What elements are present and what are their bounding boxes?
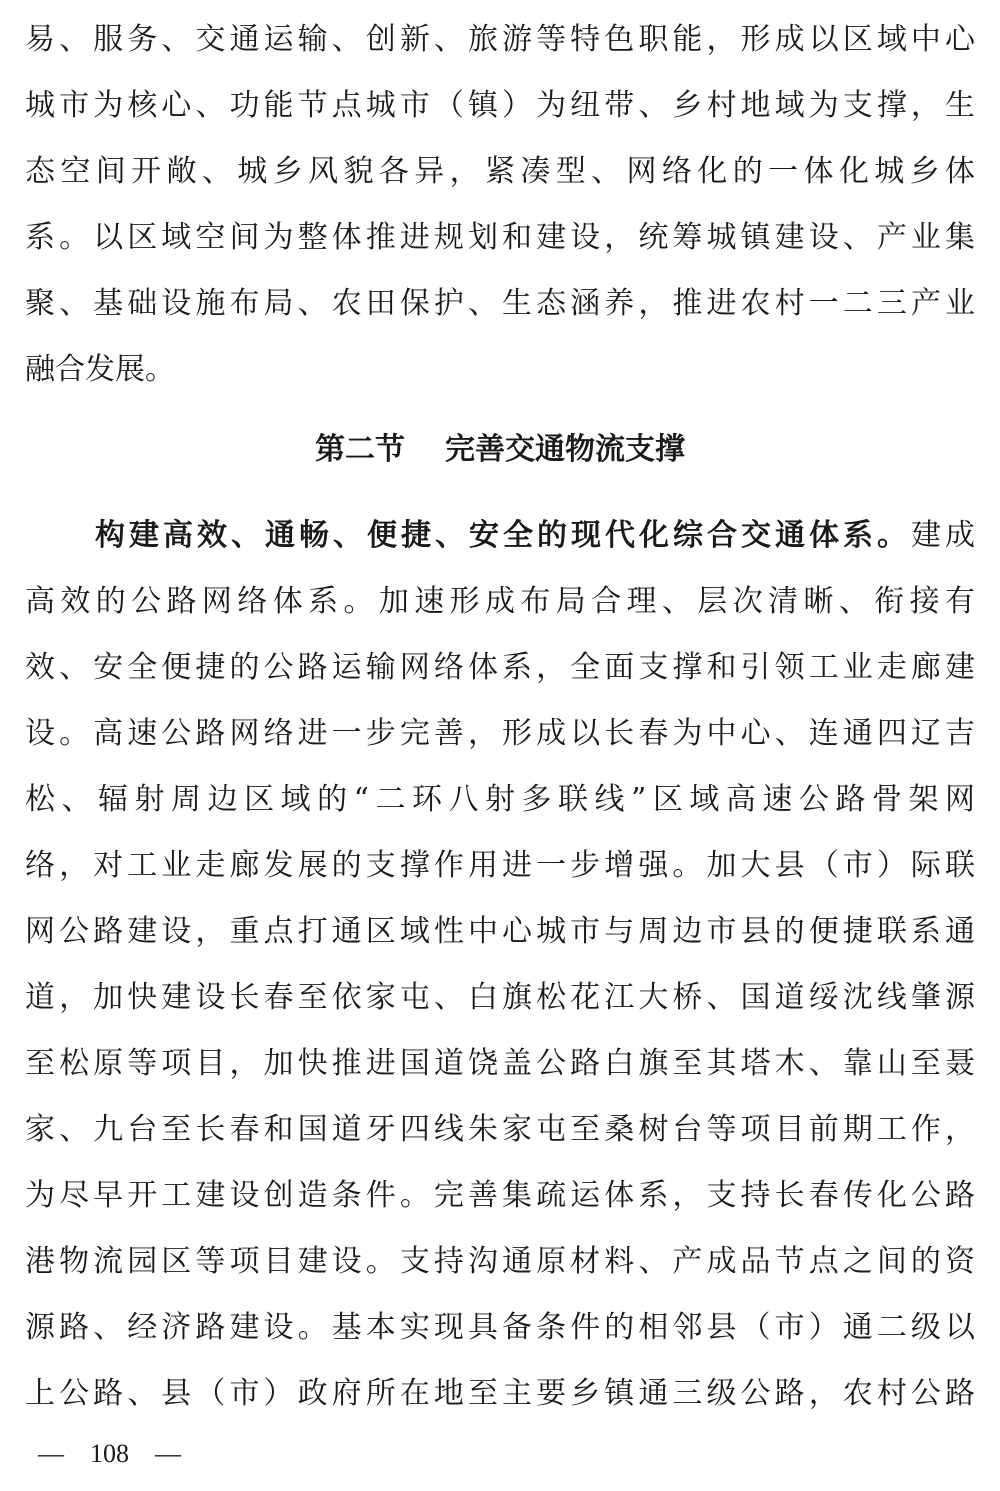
lead-sentence-bold: 构建高效、通畅、便捷、安全的现代化综合交通体系。 [95,518,911,553]
paragraph-line: 易、服务、交通运输、创新、旅游等特色职能，形成以区域中心 [25,22,975,57]
paragraph-line: 城市为核心、功能节点城市（镇）为纽带、乡村地域为支撑，生 [25,88,975,123]
paragraph-line: 道，加快建设长春至依家屯、白旗松花江大桥、国道绥沈线肇源 [25,980,975,1015]
section-number: 第二节 [315,432,405,467]
paragraph-line: 络，对工业走廊发展的支撑作用进一步增强。加大县（市）际联 [25,848,975,883]
paragraph-line: 聚、基础设施布局、农田保护、生态涵养，推进农村一二三产业 [25,286,975,321]
footer-dash-left: — [38,1439,64,1468]
paragraph-line: 效、安全便捷的公路运输网络体系，全面支撑和引领工业走廊建 [25,650,975,685]
paragraph-line: 港物流园区等项目建设。支持沟通原材料、产成品节点之间的资 [25,1244,975,1279]
paragraph-line: 至松原等项目，加快推进国道饶盖公路白旗至其塔木、靠山至聂 [25,1046,975,1081]
paragraph-line: 态空间开敞、城乡风貌各异，紧凑型、网络化的一体化城乡体 [25,154,975,189]
page-footer [38,1434,181,1474]
paragraph-line: 融合发展。 [25,352,175,387]
footer-dash-right: — [155,1439,181,1468]
section-title: 完善交通物流支撑 [445,432,685,467]
paragraph-line: 高效的公路网络体系。加速形成布局合理、层次清晰、衔接有 [25,584,975,619]
paragraph-line: 系。以区域空间为整体推进规划和建设，统筹城镇建设、产业集 [25,220,975,255]
page-number: 108 [90,1439,129,1468]
paragraph-line: 松、辐射周边区域的“二环八射多联线”区域高速公路骨架网 [25,782,975,817]
paragraph-line: 网公路建设，重点打通区域性中心城市与周边市县的便捷联系通 [25,914,975,949]
first-line-rest: 建成 [911,518,975,553]
paragraph-line: 源路、经济路建设。基本实现具备条件的相邻县（市）通二级以 [25,1310,975,1345]
paragraph-line: 上公路、县（市）政府所在地至主要乡镇通三级公路，农村公路 [25,1376,975,1411]
section-heading [0,428,1000,472]
paragraph-line: 设。高速公路网络进一步完善，形成以长春为中心、连通四辽吉 [25,716,975,751]
paragraph-line: 为尽早开工建设创造条件。完善集疏运体系，支持长春传化公路 [25,1178,975,1213]
paragraph-first-line [95,514,975,558]
paragraph-line: 家、九台至长春和国道牙四线朱家屯至桑树台等项目前期工作， [25,1112,975,1147]
